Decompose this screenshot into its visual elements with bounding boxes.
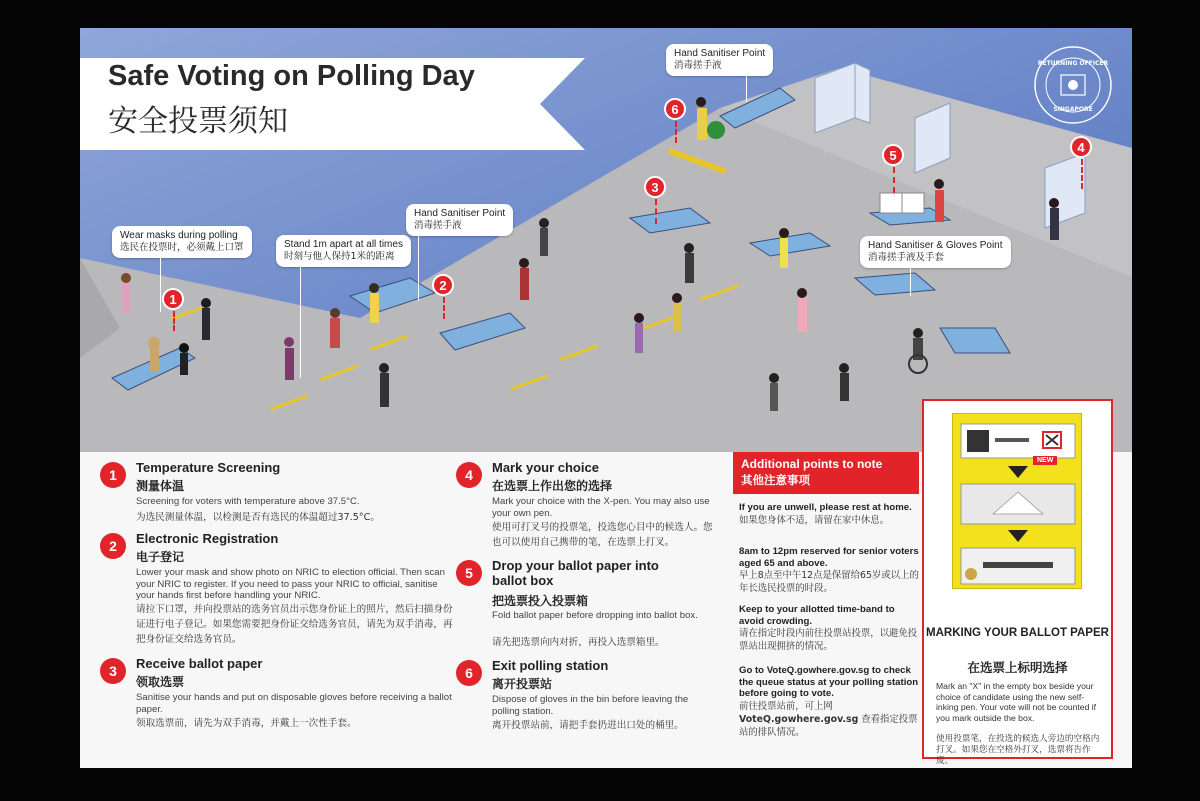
step-4 [456,460,718,556]
step-title-zh: 电子登记 [136,550,185,564]
step-title: Mark your choice [492,460,599,475]
voteq-link[interactable]: VoteQ.gowhere.gov.sg [739,713,859,725]
step-number: 3 [100,658,126,684]
polling-station-illustration [80,28,1132,452]
callout-hand-sanitiser-2 [666,44,773,76]
step-description-zh: 使用可打叉号的投票笔，投选您心目中的候选人。您也可以使用自己携带的笔，在选票上打叉。 [492,522,713,548]
step-title: Temperature Screening [136,460,281,475]
step-marker-6: 6 [664,98,686,120]
step-title: Electronic Registration [136,531,279,546]
step-number: 6 [456,660,482,686]
additional-points-title: Additional points to note [741,457,883,471]
callout-text-zh: 时刻与他人保持1米的距离 [284,251,395,262]
marking-description-zh: 使用投票笔，在投选的候选人旁边的空格内打叉。如果您在空格外打叉，选票将告作废。 [936,734,1100,766]
marking-title: MARKING YOUR BALLOT PAPER [926,627,1109,639]
glove-bin [707,121,725,139]
callout-text: Hand Sanitiser & Gloves Point [868,240,1003,251]
step-marker-2: 2 [432,274,454,296]
step-description: Mark your choice with the X-pen. You may also use your own pen. [492,496,710,519]
step-title-zh: 离开投票站 [492,677,553,691]
additional-point-queue-status: Go to VoteQ.gowhere.gov.sg to check the queue status at your polling station before going to vote. 前往投票站前，可上网 VoteQ.gowhere.gov.sg 查看指定投票站的排队情况。 [739,665,919,738]
step-marker-4: 4 [1070,136,1092,158]
step-marker-5: 5 [882,144,904,166]
callout-sanitiser-gloves [860,236,1011,268]
ballot-boxes [880,193,924,213]
callout-text-zh: 消毒搓手液及手套 [868,252,945,263]
additional-point-unwell: If you are unwell, please rest at home. 如果您身体不适，请留在家中休息。 [739,502,912,526]
step-description-zh: 请拉下口罩，并向投票站的选务官员出示您身份证上的照片，然后扫描身份证进行电子登记。如果您需要把身份证交给选务官员，请先为双手消毒，再把身份证交给选务官员。 [136,604,453,645]
step-description: Fold ballot paper before dropping into ballot box. [492,610,698,621]
step-3 [100,656,452,736]
additional-points-panel [733,452,919,758]
callout-hand-sanitiser-1 [406,204,513,236]
page-title: Safe Voting on Polling Day [108,60,475,92]
callout-text: Hand Sanitiser Point [674,48,766,59]
step-number: 2 [100,533,126,559]
callout-text: Hand Sanitiser Point [414,208,506,219]
step-title-zh: 把选票投入投票箱 [492,594,589,608]
step-marker-3: 3 [644,176,666,198]
step-title: Receive ballot paper [136,656,263,671]
marking-title-zh: 在选票上标明选择 [967,660,1068,675]
returning-officer-seal [1034,46,1112,124]
marking-description: Mark an "X" in the empty box beside your choice of candidate using the new self-inking pen. Your vote will not be counted if you mark outside the box. [936,681,1097,723]
new-badge: NEW [1033,456,1057,465]
step-description: Screening for voters with temperature above 37.5°C. [136,496,360,507]
additional-points-header [733,452,919,494]
step-number: 4 [456,462,482,488]
step-2 [100,531,453,656]
step-marker-1: 1 [162,288,184,310]
callout-text-zh: 选民在投票时，必须戴上口罩 [120,242,244,253]
marking-instruction-graphic [952,413,1082,589]
step-title: Drop your ballot paper into ballot box [492,558,659,588]
marking-ballot-panel [922,399,1113,766]
additional-points-title-zh: 其他注意事项 [741,473,810,487]
additional-point-time-band: Keep to your allotted time-band to avoid crowding. 请在指定时段内前往投票站投票，以避免投票站出现拥挤的情况。 [739,604,918,652]
marking-steps-illustration [953,414,1083,590]
page-title-zh: 安全投票须知 [108,104,288,139]
step-1 [100,460,430,530]
callout-text-zh: 消毒搓手液 [674,60,722,71]
step-number: 5 [456,560,482,586]
seal-top-text: RETURNING OFFICER [1037,60,1109,67]
step-description-zh: 请先把选票向内对折，再投入选票箱里。 [492,637,665,648]
callout-text-zh: 消毒搓手液 [414,220,462,231]
callout-text: Stand 1m apart at all times [284,239,403,250]
step-title-zh: 在选票上作出您的选择 [492,479,613,493]
leaflet-sheet [80,28,1132,768]
seal-bottom-text: SINGAPORE [1053,106,1093,113]
step-description-zh: 领取选票前，请先为双手消毒，并戴上一次性手套。 [136,718,357,729]
step-title: Exit polling station [492,658,609,673]
callout-text: Wear masks during polling [120,230,238,241]
step-6 [456,658,718,738]
step-title-zh: 测量体温 [136,479,185,493]
callout-stand-apart [276,235,411,267]
additional-point-seniors: 8am to 12pm reserved for senior voters aged 65 and above. 早上8点至中午12点是保留给65岁或以上的年长选民投票的时段。 [739,546,919,594]
step-description: Lower your mask and show photo on NRIC to election official. Then scan your NRIC to register. If you need to pass your NRIC to official, sanitise your hands first before handling your NRIC. [136,567,445,601]
step-title-zh: 领取选票 [136,675,185,689]
step-description: Sanitise your hands and put on disposable gloves before receiving a ballot paper. [136,692,452,715]
step-description-zh: 为选民测量体温，以检测是否有选民的体温超过37.5°C。 [136,512,380,523]
step-number: 1 [100,462,126,488]
step-description: Dispose of gloves in the bin before leaving the polling station. [492,694,689,717]
step-description-zh: 离开投票站前，请把手套扔进出口处的桶里。 [492,720,684,731]
callout-wear-masks [112,226,252,258]
step-5 [456,558,718,654]
